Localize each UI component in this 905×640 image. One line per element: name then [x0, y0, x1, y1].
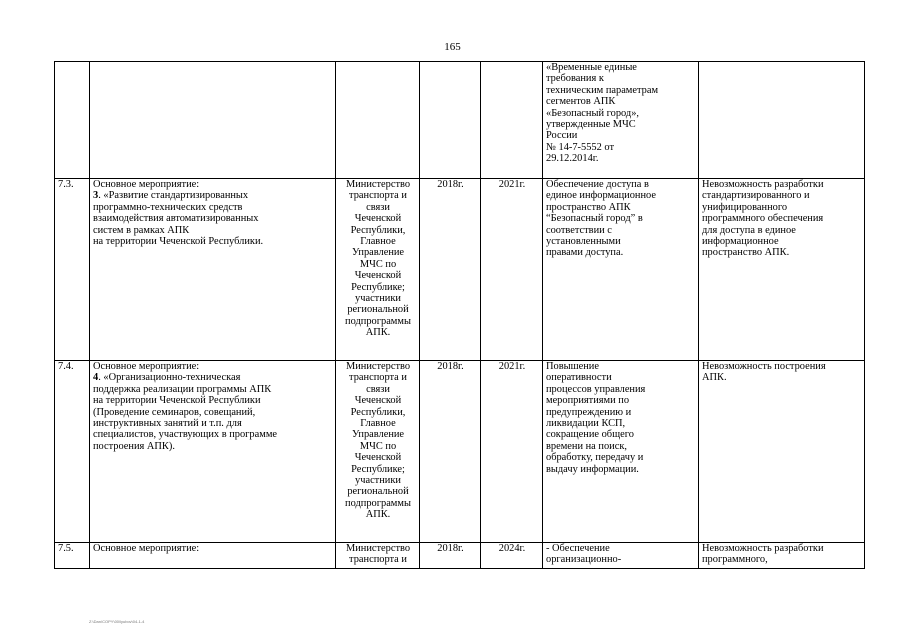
event-cell: [90, 543, 336, 569]
result-cell: Обеспечение доступа в единое информационное пространство АПК “Безопасный город” в соответствии с установленными правами доступа.: [543, 179, 699, 361]
event-cell: [90, 361, 336, 543]
row-number: [55, 62, 90, 179]
risk-cell: [699, 62, 865, 179]
event-number: 4: [93, 372, 99, 384]
event-label: Основное мероприятие:: [93, 361, 200, 372]
result-cell: Повышение оперативности процессов управления мероприятиями по предупреждению и ликвидации КСП, сокращение общего времени на поиск, обработку, передачу и выдачу информации.: [543, 361, 699, 543]
table-row: [55, 543, 865, 569]
page-number: 165: [444, 41, 461, 53]
risk-cell: Невозможность разработки стандартизированного и унифицированного программного обеспечения для доступа в единое информационное пространство АПК.: [699, 179, 865, 361]
table-row: [55, 62, 865, 179]
start-year: 2018г.: [420, 361, 481, 543]
event-label: Основное мероприятие:: [93, 543, 200, 554]
row-number: 7.4.: [55, 361, 90, 543]
start-year: [420, 62, 481, 179]
executor-cell: [336, 62, 420, 179]
risk-cell: Невозможность разработки программного,: [699, 543, 865, 569]
result-cell: «Временные единые требования к техническим параметрам сегментов АПК «Безопасный город», утвержденные МЧС России № 14-7-5552 от 29.12.2014г.: [543, 62, 699, 179]
program-table: [54, 61, 865, 569]
risk-cell: Невозможность построения АПК.: [699, 361, 865, 543]
event-text: . «Организационно-техническая поддержка реализации программы АПК на территории Чеченской Республики (Проведение семинаров, совещаний, инструктивных занятий и т.п. для специалистов, участвующих в программе построения АПК).: [93, 372, 278, 452]
event-text: . «Развитие стандартизированных программно-технических средств взаимодействия автоматизированных систем в рамках АПК на территории Чеченской Республики.: [93, 190, 264, 248]
start-year: 2018г.: [420, 179, 481, 361]
row-number: 7.5.: [55, 543, 90, 569]
table-row: [55, 361, 865, 543]
executor-cell: Министерство транспорта и: [336, 543, 420, 569]
end-year: 2021г.: [481, 179, 543, 361]
event-label: Основное мероприятие:: [93, 179, 200, 190]
end-year: [481, 62, 543, 179]
footer-path: Z:\Dan\COPY\00\lyubov\04-1-4: [89, 619, 145, 624]
end-year: 2024г.: [481, 543, 543, 569]
start-year: 2018г.: [420, 543, 481, 569]
end-year: 2021г.: [481, 361, 543, 543]
table-row: [55, 179, 865, 361]
event-cell: [90, 62, 336, 179]
executor-cell: Министерство транспорта и связи Чеченской Республики, Главное Управление МЧС по Чеченской Республике; участники региональной подпрограммы АПК.: [336, 361, 420, 543]
row-number: 7.3.: [55, 179, 90, 361]
event-number: 3: [93, 190, 99, 202]
executor-cell: Министерство транспорта и связи Чеченской Республики, Главное Управление МЧС по Чеченской Республике; участники региональной подпрограммы АПК.: [336, 179, 420, 361]
event-cell: [90, 179, 336, 361]
result-cell: - Обеспечение организационно-: [543, 543, 699, 569]
